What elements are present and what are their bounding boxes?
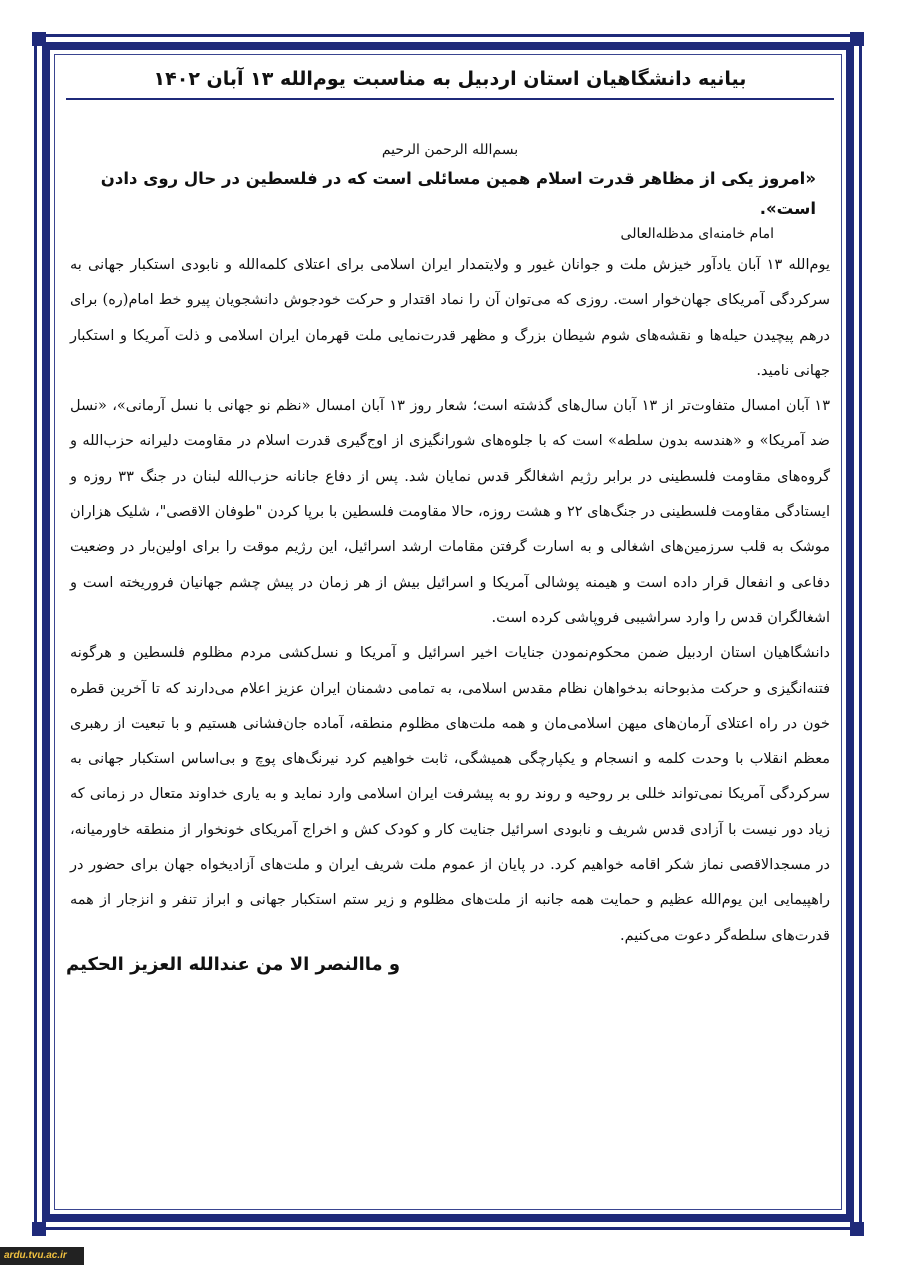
frame-corner: [32, 32, 46, 46]
paragraph-this-year: ۱۳ آبان امسال متفاوت‌تر از ۱۳ آبان سال‌های گذشته است؛ شعار روز ۱۳ آبان امسال «نظم نو جهانی با نسل آرمانی»، «نسل ضد آمریکا» و «هندسه بدون سلطه» است که با جلوه‌های شورانگیزی از اوج‌گیری قدرت اسلام در مقاومت دلیرانه حزب‌الله و گروه‌های مقاومت فلسطینی در برابر رژیم اشغالگر قدس نمایان شد. پس از دفاع جانانه حزب‌الله لبنان در جنگ ۳۳ روزه و ایستادگی مقاومت فلسطینی در جنگ‌های ۲۲ و هشت روزه، حالا مقاومت فلسطین با برپا کردن "طوفان الاقصی"، شلیک هزاران موشک به قلب سرزمین‌های اشغالی و به اسارت گرفتن مقامات ارشد اسرائیل، این رژیم موقت را برای اولین‌بار در وضعیت دفاعی و انفعال قرار داده است و هیمنه پوشالی آمریکا و اسرائیل بیش از هر زمان در پیش چشم جهانیان فروریخته است و اشغالگران قدس را وارد سراشیبی فروپاشی کرده است.: [70, 398, 830, 626]
site-watermark: ardu.tvu.ac.ir: [0, 1247, 84, 1265]
quote-author: امام خامنه‌ای مدظله‌العالی: [620, 226, 774, 242]
paragraph-declaration: دانشگاهیان استان اردبیل ضمن محکوم‌نمودن جنایات اخیر اسرائیل و آمریکا و نسل‌کشی مردم مظلوم فلسطین و هرگونه فتنه‌انگیزی و حرکت مذبوحانه بدخواهان نظام مقدس اسلامی، به تمامی دشمنان ایران عزیز اعلام می‌دارند که تا آخرین قطره خون در راه اعتلای آرمان‌های میهن اسلامی‌مان و همه ملت‌های مظلوم منطقه، آماده جان‌فشانی هستیم و با تبعیت از رهبری معظم انقلاب با وحدت کلمه و انسجام و یکپارچگی همیشگی، ثابت خواهیم کرد نیرنگ‌های پوچ و بی‌اساس استکبار جهانی به سرکردگی آمریکا نمی‌تواند خللی بر روحیه و روند رو به پیشرفت ایران اسلامی وارد نماید و به یاری خداوند متعال در زمانی که زیاد دور نیست با آزادی قدس شریف و نابودی اسرائیل جنایت کار و کودک کش و اخراج آمریکای خونخوار از منطقه خاورمیانه، در مسجدالاقصی نماز شکر اقامه خواهیم کرد. در پایان از عموم ملت شریف ایران و ملت‌های آزادیخواه جهان برای حضور در راهپیمایی این یوم‌الله عظیم و حمایت همه جانبه از ملت‌های مظلوم و زیر ستم استکبار جهانی و ابراز تنفر و انزجار از همه قدرت‌های سلطه‌گر دعوت می‌کنیم.: [70, 645, 830, 944]
leader-quote: «امروز یکی از مظاهر قدرت اسلام همین مسائلی است که در فلسطین در حال روی دادن است».: [100, 169, 816, 218]
frame-corner: [32, 1222, 46, 1236]
paragraph-intro: یوم‌الله ۱۳ آبان یادآور خیزش ملت و جوانان غیور و ولایتمدار ایران اسلامی برای اعتلای کلمه‌الله و نابودی استکبار جهانی به سرکردگی آمریکای جهان‌خوار است. روزی که می‌توان آن را نماد اقتدار و حرکت خودجوش دانشجویان پیرو خط امام(ره) برای درهم پیچیدن حیله‌ها و نقشه‌های شوم شیطان بزرگ و مظهر قدرت‌نمایی ملت قهرمان ایران اسلامی و ذلت آمریکا و استکبار جهانی نامید.: [70, 257, 830, 379]
statement-title: بیانیه دانشگاهیان استان اردبیل به مناسبت یوم‌الله ۱۳ آبان ۱۴۰۲: [66, 68, 834, 100]
frame-corner: [850, 1222, 864, 1236]
frame-corner: [850, 32, 864, 46]
basmala: بسم‌الله الرحمن الرحیم: [381, 142, 519, 158]
closing-verse: و ماالنصر الا من عندالله العزیز الحکیم: [66, 953, 401, 975]
statement-body: [66, 58, 834, 1198]
